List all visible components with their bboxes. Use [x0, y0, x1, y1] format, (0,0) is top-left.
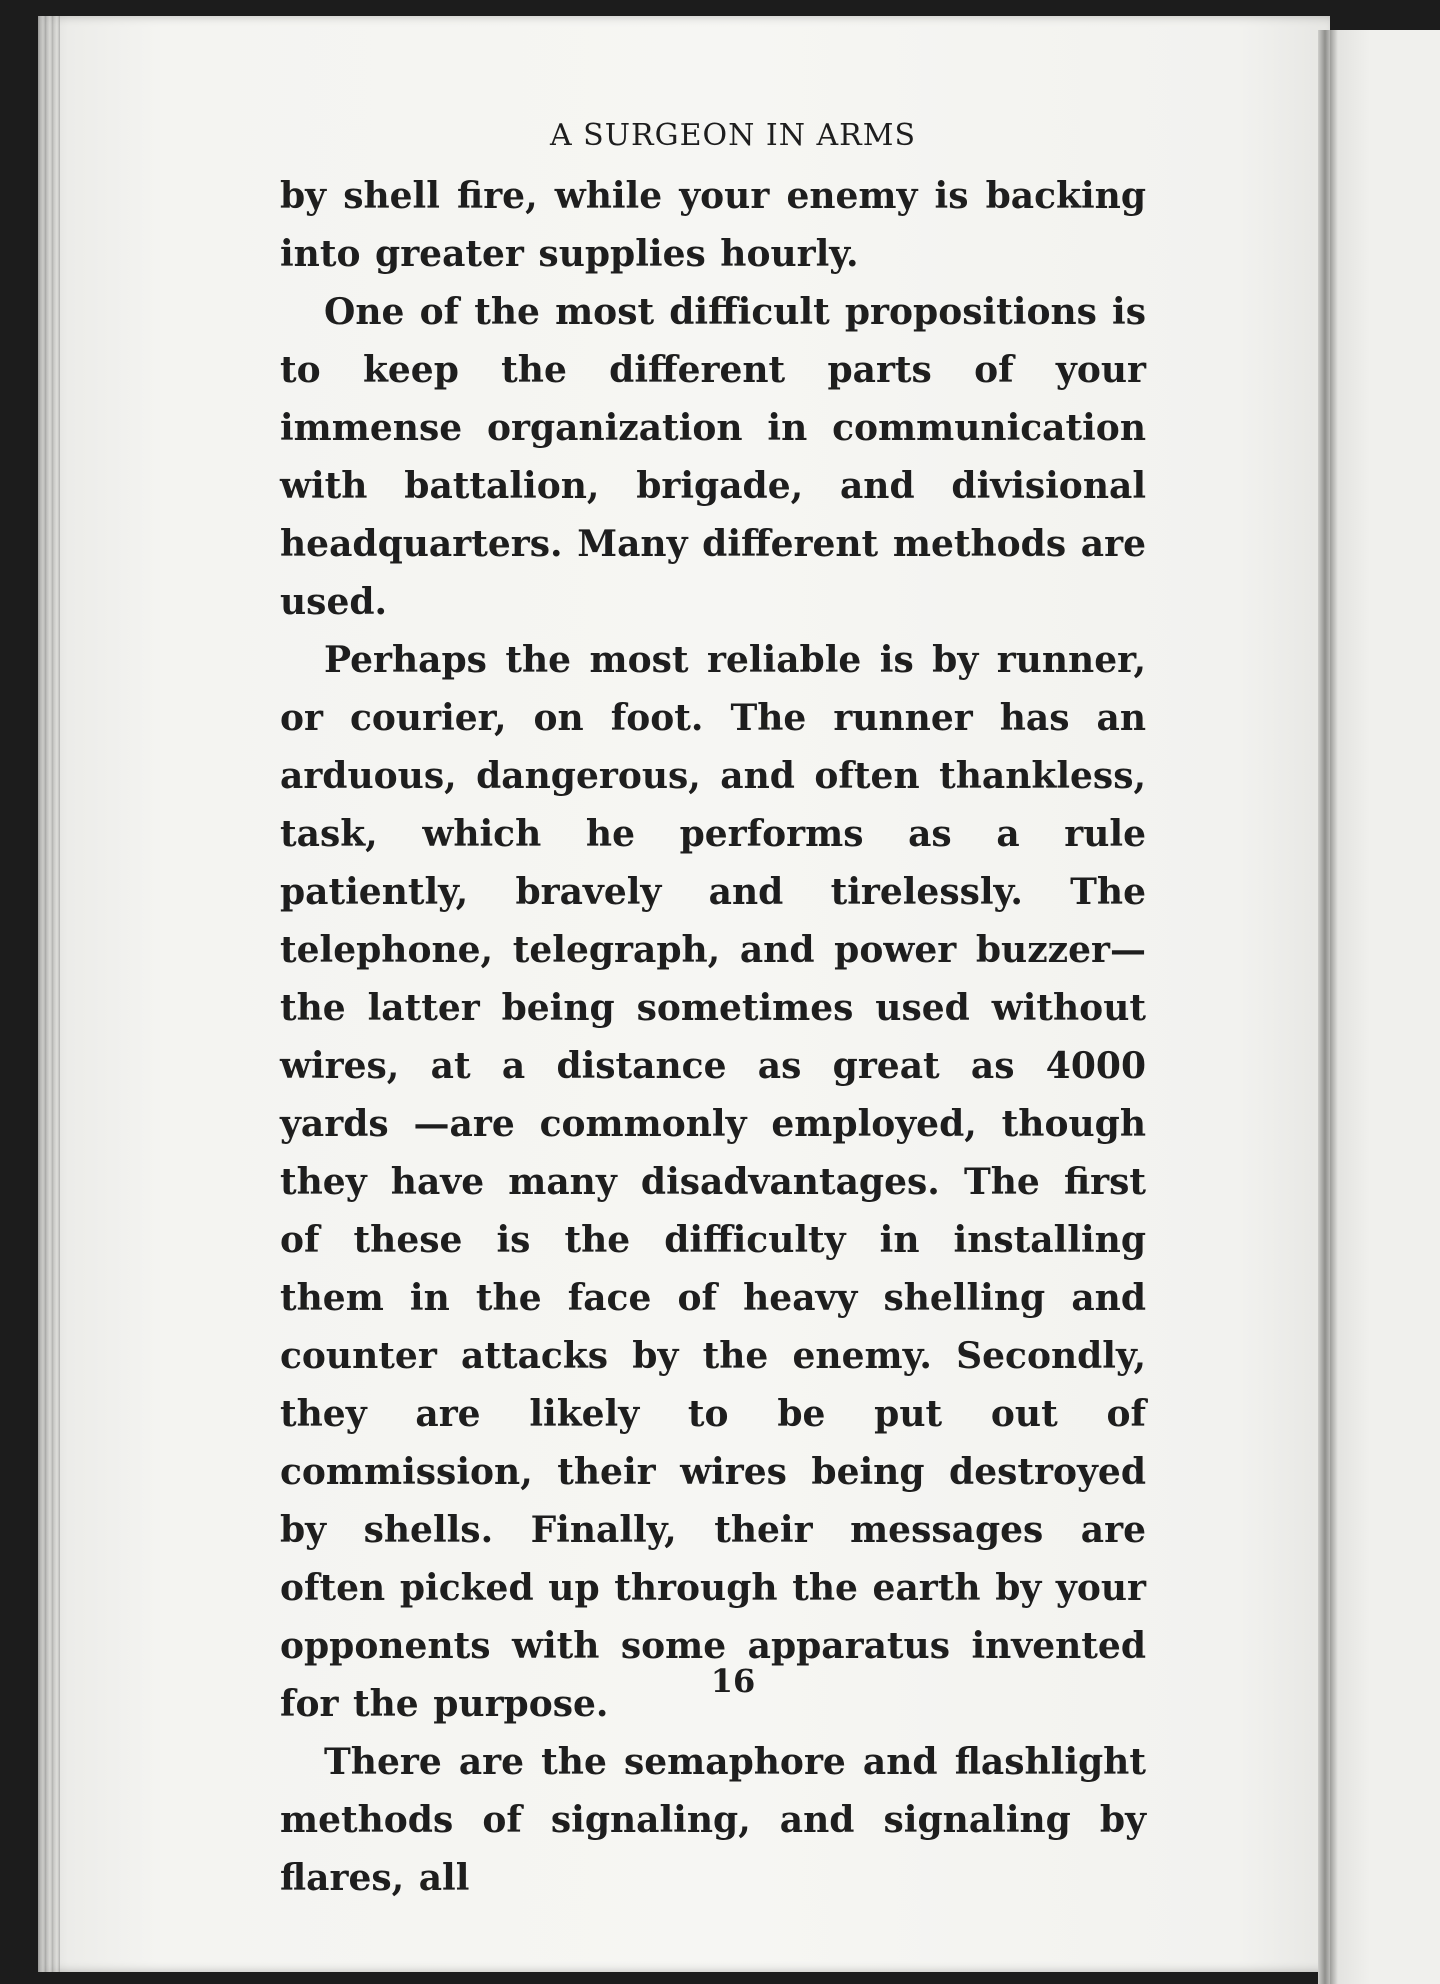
adjacent-page-edge — [1330, 30, 1440, 1984]
paragraph-2: One of the most difficult propositions is to keep the different parts of your immense organization in communication with battalion, brigade, and divisional headquarters. Many different methods are used. — [280, 291, 1146, 623]
body-text — [280, 167, 1146, 1907]
running-head: A SURGEON IN ARMS — [549, 118, 917, 153]
paragraph-3: Perhaps the most reliable is by runner, or courier, on foot. The runner has an arduous, dangerous, and often thankless, task, which he performs as a rule patiently, bravely and tirelessly. The telephone, telegraph, and power buzzer—the latter being sometimes used without wires, at a distance as great as 4000 yards —are commonly employed, though they have many disadvantages. The first of these is the difficulty in installing them in the face of heavy shelling and counter attacks by the enemy. Secondly, they are likely to be put out of commission, their wires being destroyed by shells. Finally, their messages are often picked up through the earth by your opponents with some apparatus invented for the purpose. — [280, 639, 1146, 1725]
text-block — [280, 98, 1146, 1907]
paragraph-1: by shell fire, while your enemy is backing into greater supplies hourly. — [280, 175, 1146, 275]
paragraph-4: There are the semaphore and flashlight methods of signaling, and signaling by flares, all — [280, 1741, 1146, 1899]
page-number: 16 — [710, 1662, 756, 1700]
page-gutter — [38, 16, 60, 1972]
